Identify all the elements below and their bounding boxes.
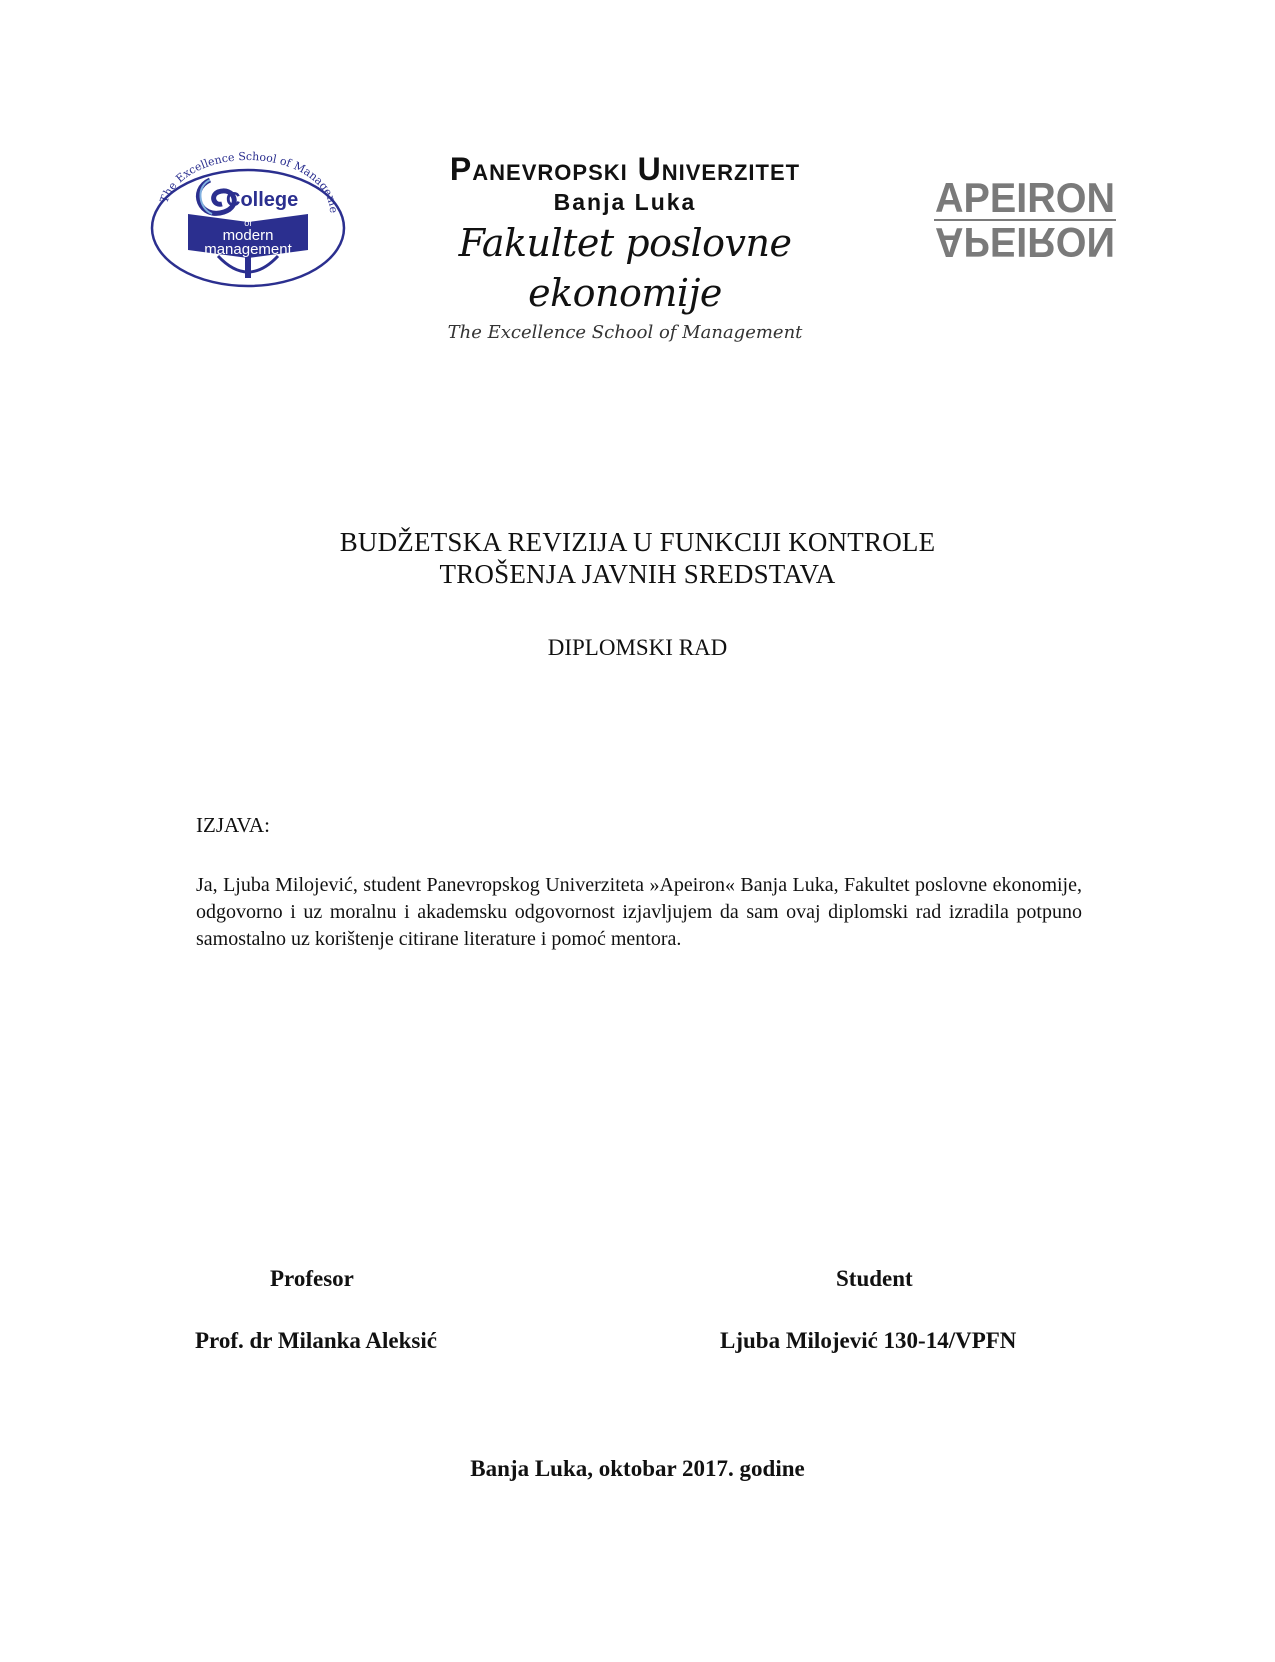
university-name: Panevropski Univerzitet [449,151,801,187]
seal-word-modern: modern [222,227,274,244]
apeiron-logo-icon [930,168,1120,278]
seal-word-college: College [226,189,299,211]
college-of-modern-management-seal-icon [148,150,348,290]
university-city: Banja Luka [553,189,697,215]
seal-word-management: management [204,241,292,258]
faculty-name: Fakultet poslovne ekonomije [458,221,792,315]
apeiron-logo-reflection: APEIRON [935,219,1115,266]
faculty-tagline: The Excellence School of Management [447,322,803,343]
professor-label: Profesor [270,1266,354,1291]
seal-ring-text: The Excellence School of Manageme [157,150,341,214]
thesis-type: DIPLOMSKI RAD [547,635,728,660]
student-name: Ljuba Milojević 130-14/VPFN [720,1328,1017,1353]
thesis-title [0,526,1275,590]
student-label: Student [836,1266,913,1291]
declaration-text: Ja, Ljuba Milojević, student Panevropskog Univerziteta »Apeiron« Banja Luka, Fakultet poslovne ekonomije, odgovorno i uz moralnu i akademsku odgovornost izjavljujem da sam ovaj diplomski rad izradila potpuno samostalno uz korištenje citirane literature i pomoć mentora. [196,874,1082,950]
university-header [360,150,890,346]
apeiron-logo [930,168,1120,278]
professor-name: Prof. dr Milanka Aleksić [195,1328,437,1353]
college-logo [148,150,348,290]
seal-word-of: of [244,218,252,228]
thesis-title-line-2: TROŠENJA JAVNIH SREDSTAVA [439,559,836,589]
apeiron-logo-text: APEIRON [935,174,1115,221]
place-and-date: Banja Luka, oktobar 2017. godine [470,1456,805,1481]
declaration-heading: IZJAVA: [196,813,270,837]
thesis-title-line-1: BUDŽETSKA REVIZIJA U FUNKCIJI KONTROLE [339,527,936,557]
